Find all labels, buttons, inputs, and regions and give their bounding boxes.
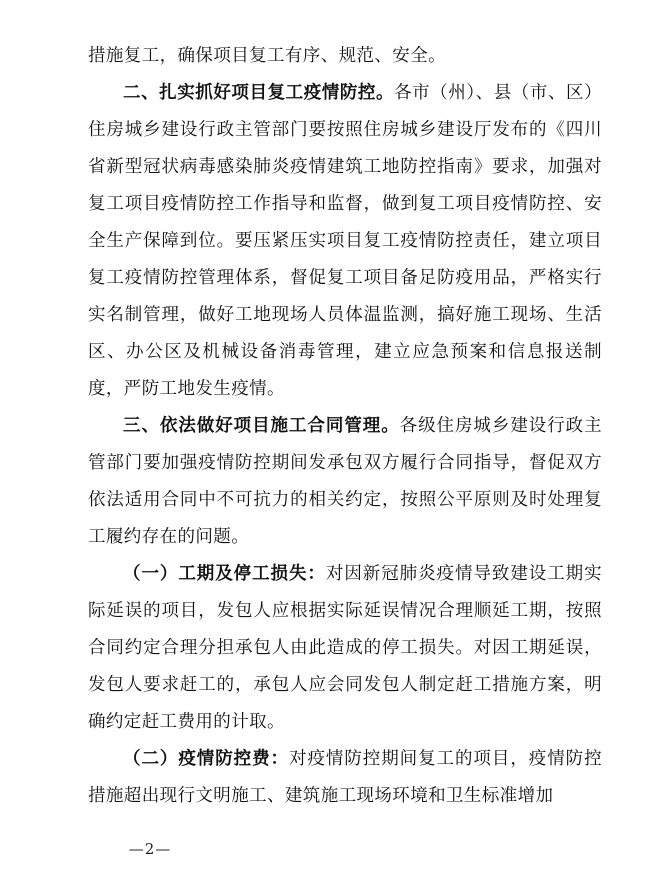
text-run: 各级住房城乡建设行政主管部门要加强疫情防控期间发承包双方履行合同指导，督促双方依法适用合同中不可抗力的相关约定，按照公平原则及时处理复工履约存在的问题。	[88, 416, 602, 547]
section-heading-three: 三、依法做好项目施工合同管理。	[123, 416, 400, 436]
text-run: 措施复工，确保项目复工有序、规范、安全。	[88, 46, 446, 66]
page-number: —2—	[128, 840, 172, 858]
document-body	[88, 38, 602, 815]
text-run: 对因新冠肺炎疫情导致建设工期实际延误的项目，发包人应根据实际延误情况合理顺延工期，按照合同约定合理分担承包人由此造成的停工损失。对因工期延误，发包人要求赶工的，承包人应会同发包人制定赶工措施方案，明确约定赶工费用的计取。	[88, 564, 603, 732]
text-run: 对疫情防控期间复工的项目，疫情防控措施超出现行文明施工、建筑施工现场环境和卫生标准增加	[88, 749, 602, 806]
paragraph-3	[88, 408, 602, 556]
paragraph-2	[88, 75, 602, 408]
text-run: 各市（州）、县（市、区）住房城乡建设行政主管部门要按照住房城乡建设厅发布的《四川省新型冠状病毒感染肺炎疫情建筑工地防控指南》要求，加强对复工项目疫情防控工作指导和监督，做到复工项目疫情防控、安全生产保障到位。要压紧压实项目复工疫情防控责任，建立项目复工疫情防控管理体系，督促复工项目备足防疫用品，严格实行实名制管理，做好工地现场人员体温监测，搞好施工现场、生活区、办公区及机械设备消毒管理，建立应急预案和信息报送制度，严防工地发生疫情。	[88, 83, 602, 399]
subsection-heading-one: （一）工期及停工损失：	[123, 564, 326, 584]
paragraph-5	[88, 741, 602, 815]
paragraph-4	[88, 556, 602, 741]
section-heading-two: 二、扎实抓好项目复工疫情防控。	[123, 83, 395, 103]
subsection-heading-two: （二）疫情防控费：	[123, 749, 289, 769]
paragraph-1	[88, 38, 602, 75]
page-footer	[0, 840, 660, 858]
